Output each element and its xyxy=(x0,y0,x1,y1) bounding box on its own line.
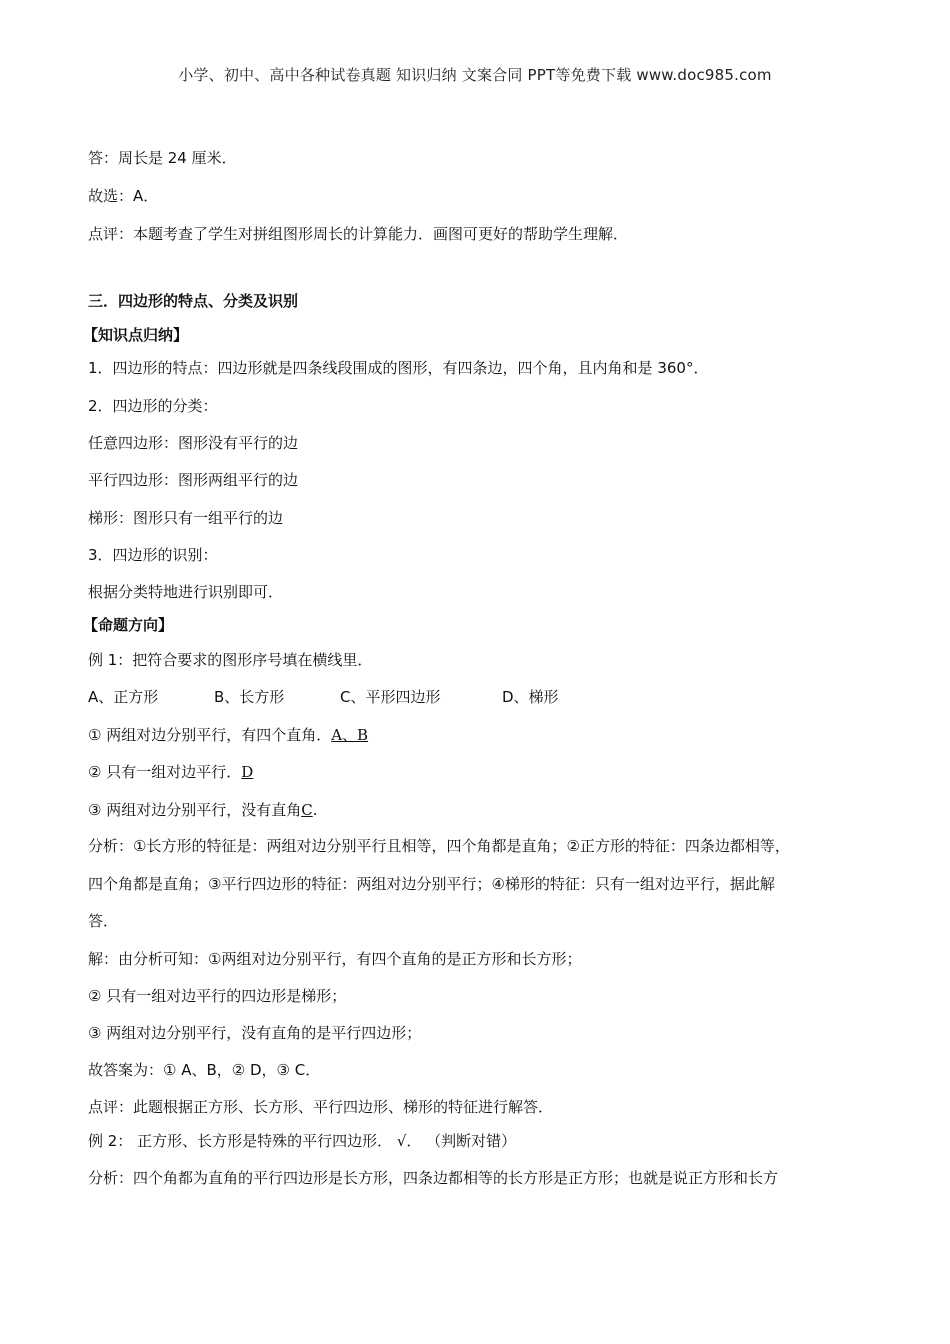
question-2-text: ② 只有一组对边平行． xyxy=(88,763,242,781)
option-c: C、平形四边形 xyxy=(340,688,441,706)
direction-heading: 【命题方向】 xyxy=(83,616,174,634)
analysis-1-line-2: 四个角都是直角；③平行四边形的特征：两组对边分别平行；④梯形的特征：只有一组对边平行，据此解 xyxy=(88,875,775,893)
question-2 xyxy=(88,762,253,782)
analysis-2: 分析：四个角都为直角的平行四边形是长方形，四条边都相等的长方形是正方形；也就是说正方形和长方 xyxy=(88,1169,779,1187)
options-row xyxy=(88,687,559,707)
comment-1: 点评：此题根据正方形、长方形、平行四边形、梯形的特征进行解答． xyxy=(88,1098,554,1116)
classification-parallelogram: 平行四边形：图形两组平行的边 xyxy=(88,471,299,489)
question-1-answer: A、B xyxy=(331,726,369,744)
classification-any: 任意四边形：图形没有平行的边 xyxy=(88,434,299,452)
identification-text: 根据分类特地进行识别即可． xyxy=(88,583,284,601)
knowledge-point-2: 2．四边形的分类： xyxy=(88,397,218,415)
solution-line-1: 解：由分析可知：①两组对边分别平行，有四个直角的是正方形和长方形； xyxy=(88,950,582,968)
question-3-end: . xyxy=(312,801,318,819)
section-title: 三．四边形的特点、分类及识别 xyxy=(88,292,299,310)
knowledge-point-3: 3．四边形的识别： xyxy=(88,546,218,564)
analysis-1-line-1: 分析：①长方形的特征是：两组对边分别平行且相等，四个角都是直角；②正方形的特征：四条边都相等， xyxy=(88,837,790,855)
answer-text: 答：周长是 24 厘米． xyxy=(88,149,237,167)
example-2: 例 2： 正方形、长方形是特殊的平行四边形． √． （判断对错） xyxy=(88,1132,517,1150)
question-3 xyxy=(88,800,317,820)
comment-text: 点评：本题考查了学生对拼组图形周长的计算能力．画图可更好的帮助学生理解． xyxy=(88,225,629,243)
page-header: 小学、初中、高中各种试卷真题 知识归纳 文案合同 PPT等免费下载 www.doc985.com xyxy=(178,66,772,84)
analysis-1-line-3: 答． xyxy=(88,912,119,930)
option-b: B、长方形 xyxy=(214,688,285,706)
question-1 xyxy=(88,725,368,745)
example-1-title: 例 1：把符合要求的图形序号填在横线里． xyxy=(88,651,373,669)
option-d: D、梯形 xyxy=(502,688,559,706)
option-a: A、正方形 xyxy=(88,688,159,706)
question-3-answer: C xyxy=(301,801,313,819)
knowledge-point-1: 1．四边形的特点：四边形就是四条线段围成的图形，有四条边，四个角，且内角和是 360°． xyxy=(88,359,709,377)
question-1-text: ① 两组对边分别平行，有四个直角． xyxy=(88,726,332,744)
final-answer: 故答案为：① A、B，② D，③ C． xyxy=(88,1061,321,1079)
choice-text: 故选：A． xyxy=(88,187,159,205)
solution-line-3: ③ 两组对边分别平行，没有直角的是平行四边形； xyxy=(88,1024,422,1042)
classification-trapezoid: 梯形：图形只有一组平行的边 xyxy=(88,509,284,527)
question-3-text: ③ 两组对边分别平行，没有直角 xyxy=(88,801,302,819)
knowledge-heading: 【知识点归纳】 xyxy=(83,326,189,344)
question-2-answer: D xyxy=(241,763,254,781)
solution-line-2: ② 只有一组对边平行的四边形是梯形； xyxy=(88,987,347,1005)
